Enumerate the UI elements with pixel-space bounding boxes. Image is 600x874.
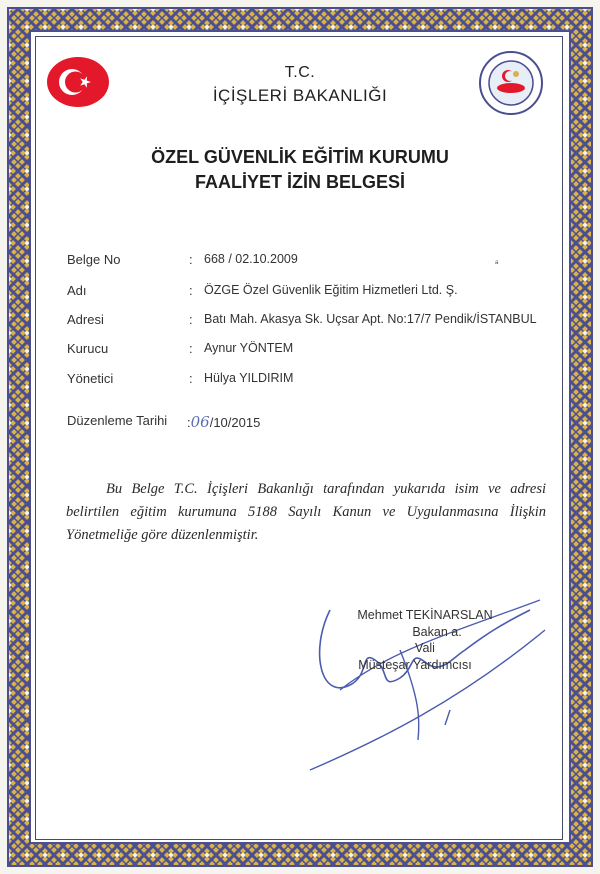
field-colon: : — [189, 283, 193, 298]
field-value-yonetici: Hülya YILDIRIM — [204, 371, 294, 385]
field-colon: : — [189, 341, 193, 356]
issue-date-day-handwritten: 06 — [190, 413, 210, 431]
certificate-statement: Bu Belge T.C. İçişleri Bakanlığı tarafından yukarıda isim ve adresi belirtilen eğitim kurumuna 5188 Sayılı Kanun ve Uygulanmasına İlişkin Yönetmeliğe göre düzenlenmiştir. — [66, 481, 546, 543]
signatory-title-1: Bakan a. — [412, 625, 462, 639]
certificate-title-line2: FAALİYET İZİN BELGESİ — [194, 172, 405, 192]
signatory-title-3: Müsteşar Yardımcısı — [358, 658, 472, 672]
issue-date-value: :06/10/2015 — [187, 413, 261, 431]
field-label-yonetici: Yönetici — [67, 371, 114, 386]
field-label-adresi: Adresi — [67, 312, 104, 327]
ministry-seal-icon — [478, 50, 544, 116]
stray-mark: ᵃ — [495, 258, 499, 268]
field-value-adresi: Batı Mah. Akasya Sk. Uçsar Apt. No:17/7 Pendik/İSTANBUL — [204, 312, 537, 326]
field-label-adi: Adı — [67, 283, 87, 298]
signatory-name: Mehmet TEKİNARSLAN — [357, 608, 493, 622]
issue-date-rest: /10/2015 — [209, 415, 261, 430]
ministry-name: İÇİŞLERİ BAKANLIĞI — [212, 86, 388, 105]
field-value-kurucu: Aynur YÖNTEM — [204, 341, 294, 355]
field-colon: : — [189, 312, 193, 327]
issue-date-label: Düzenleme Tarihi — [67, 413, 168, 428]
field-colon: : — [189, 252, 193, 267]
field-label-kurucu: Kurucu — [67, 341, 109, 356]
signatory-title-2: Vali — [415, 641, 435, 655]
field-label-belge-no: Belge No — [67, 252, 121, 267]
country-abbr: T.C. — [284, 64, 316, 81]
field-colon: : — [189, 371, 193, 386]
certificate-title-line1: ÖZEL GÜVENLİK EĞİTİM KURUMU — [151, 147, 449, 167]
field-value-belge-no: 668 / 02.10.2009 — [204, 252, 298, 266]
field-value-adi: ÖZGE Özel Güvenlik Eğitim Hizmetleri Ltd. Ş. — [204, 283, 458, 297]
